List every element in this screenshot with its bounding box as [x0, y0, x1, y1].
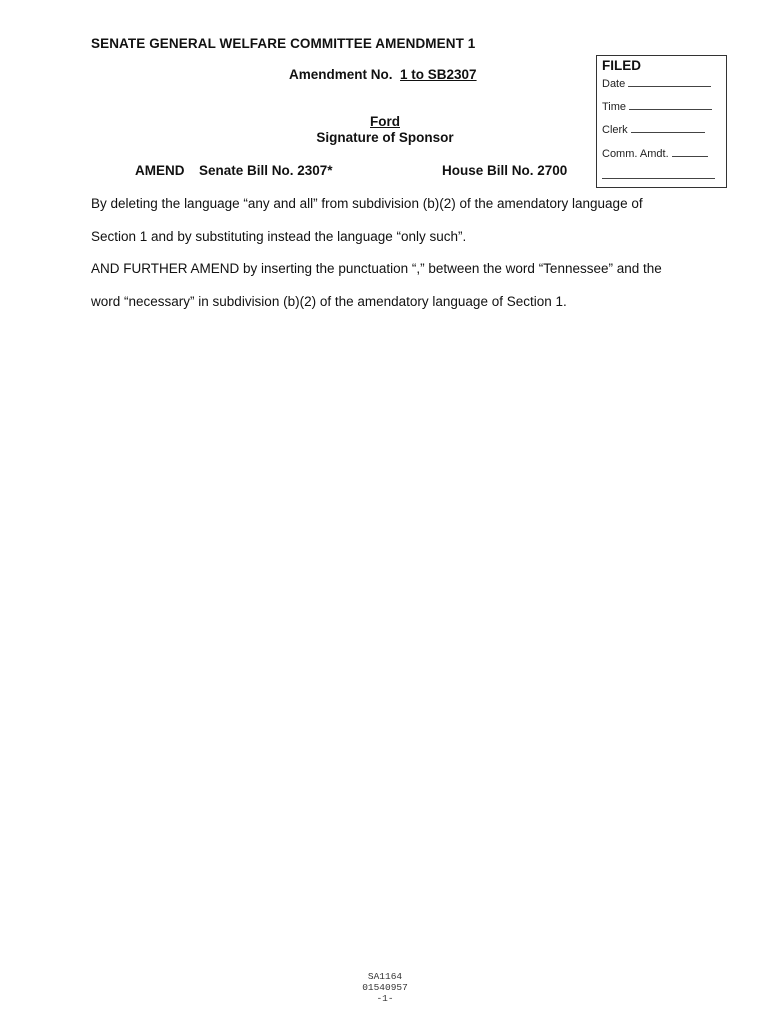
- paragraph-1-line-1: By deleting the language “any and all” from subdivision (b)(2) of the amendatory language of: [91, 196, 643, 211]
- filed-extra-blank: [602, 178, 715, 179]
- amendment-prefix: Amendment No.: [289, 67, 393, 82]
- filed-time-label: Time: [602, 101, 627, 113]
- filed-comm-row: [602, 146, 708, 160]
- paragraph-2-line-1: AND FURTHER AMEND by inserting the punctuation “,” between the word “Tennessee” and the: [91, 261, 662, 276]
- committee-heading: SENATE GENERAL WELFARE COMMITTEE AMENDMENT 1: [91, 36, 476, 51]
- filed-date-row: [602, 76, 711, 90]
- filed-clerk-blank: [631, 122, 705, 133]
- footer-number: 01540957: [362, 982, 408, 993]
- filed-clerk-label: Clerk: [602, 124, 628, 136]
- filed-clerk-row: [602, 122, 705, 136]
- filed-comm-blank: [672, 146, 708, 157]
- paragraph-2-line-2: word “necessary” in subdivision (b)(2) of the amendatory language of Section 1.: [91, 294, 567, 309]
- filed-stamp-box: [596, 55, 727, 188]
- paragraph-1-line-2: Section 1 and by substituting instead the language “only such”.: [91, 229, 467, 244]
- footer-page-number: -1-: [376, 993, 394, 1004]
- amend-keyword: AMEND: [135, 163, 185, 178]
- sponsor-name: Ford: [370, 114, 400, 129]
- amendment-number: [289, 67, 477, 82]
- filed-date-label: Date: [602, 78, 626, 90]
- filed-time-row: [602, 99, 712, 113]
- senate-bill-number: Senate Bill No. 2307*: [199, 163, 333, 178]
- filed-date-blank: [628, 76, 711, 87]
- house-bill-number: House Bill No. 2700: [442, 163, 568, 178]
- footer-code: SA1164: [367, 971, 403, 982]
- amendment-reference: 1 to SB2307: [400, 67, 477, 82]
- filed-time-blank: [629, 99, 712, 110]
- sponsor-signature-label: Signature of Sponsor: [316, 130, 454, 145]
- filed-comm-label: Comm. Amdt.: [602, 148, 669, 160]
- filed-title: FILED: [602, 58, 641, 73]
